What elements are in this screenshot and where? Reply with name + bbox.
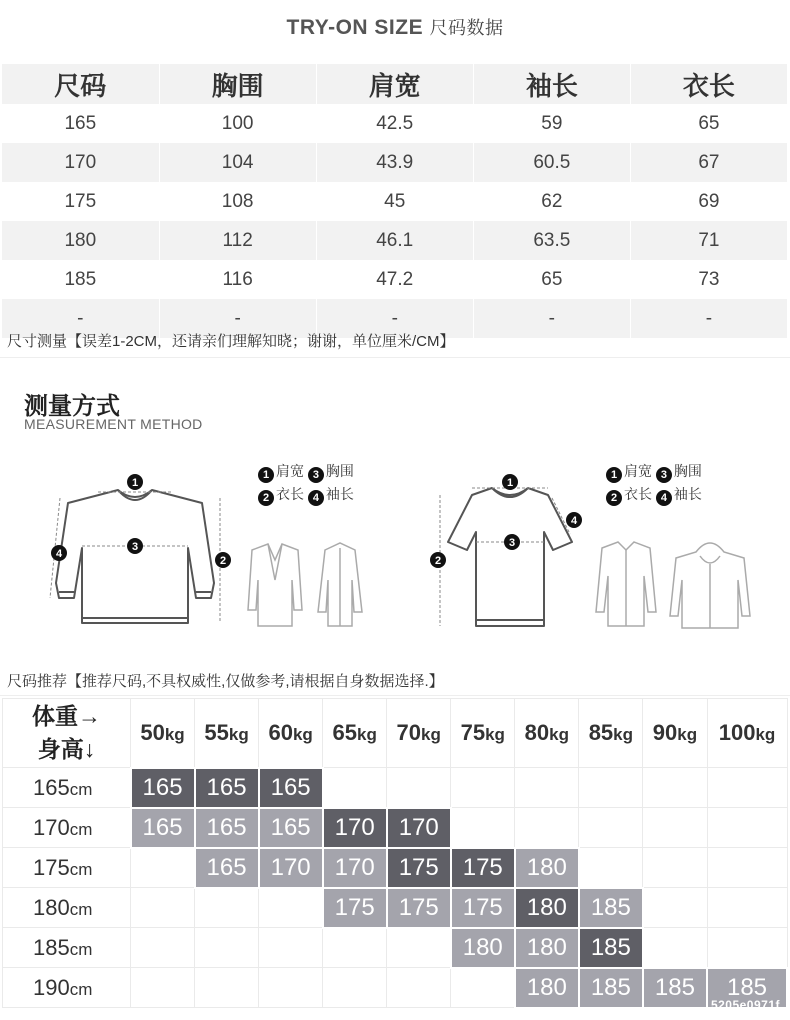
table-cell: 59 bbox=[473, 104, 630, 143]
table-cell: 69 bbox=[630, 182, 787, 221]
size-cell: 175 bbox=[387, 848, 451, 888]
col-header: 尺码 bbox=[2, 64, 159, 104]
weight-value: 70 bbox=[396, 720, 422, 745]
weight-unit: kg bbox=[613, 725, 634, 744]
size-cell bbox=[451, 808, 515, 848]
table-row bbox=[2, 221, 788, 260]
table-row bbox=[3, 968, 788, 1008]
size-cell bbox=[323, 928, 387, 968]
weight-unit: kg bbox=[755, 725, 776, 744]
size-cell: 185 bbox=[579, 888, 643, 928]
size-cell bbox=[323, 768, 387, 808]
size-cell bbox=[259, 968, 323, 1008]
height-value: 170 bbox=[33, 814, 70, 840]
table-row bbox=[2, 260, 788, 299]
svg-text:2: 2 bbox=[434, 555, 442, 567]
size-cell: 175 bbox=[451, 888, 515, 928]
weight-unit: kg bbox=[421, 725, 441, 744]
table-cell: 65 bbox=[473, 260, 630, 299]
table-cell: 73 bbox=[630, 260, 787, 299]
size-cell bbox=[195, 928, 259, 968]
size-cell bbox=[387, 768, 451, 808]
size-cell: 180 bbox=[515, 928, 579, 968]
height-header bbox=[3, 928, 131, 968]
table-cell: 42.5 bbox=[316, 104, 473, 143]
shirt-hoodie-sketch bbox=[588, 536, 758, 632]
page-title bbox=[0, 14, 790, 40]
size-cell bbox=[643, 888, 707, 928]
table-cell: 104 bbox=[159, 143, 316, 182]
size-cell: 165 bbox=[195, 848, 259, 888]
measure-note: 尺寸测量【误差1-2CM，还请亲们理解知晓；谢谢，单位厘米/CM】 bbox=[7, 333, 455, 350]
size-cell: 180 bbox=[451, 928, 515, 968]
size-cell: 165 bbox=[259, 808, 323, 848]
size-cell bbox=[643, 808, 707, 848]
size-cell: 180 bbox=[515, 888, 579, 928]
col-header: 胸围 bbox=[159, 64, 316, 104]
height-header bbox=[3, 848, 131, 888]
weight-value: 55 bbox=[204, 719, 229, 745]
legend-label: 胸围 bbox=[325, 463, 354, 479]
size-cell bbox=[131, 848, 195, 888]
weight-header bbox=[579, 699, 643, 768]
table-cell: 108 bbox=[159, 182, 316, 221]
table-row bbox=[2, 143, 788, 182]
weight-value: 85 bbox=[588, 720, 614, 745]
size-table-header bbox=[2, 64, 788, 104]
table-row bbox=[3, 848, 788, 888]
legend-num: 2 bbox=[258, 490, 274, 506]
weight-value: 80 bbox=[524, 720, 550, 745]
method-subtitle: MEASUREMENT METHOD bbox=[24, 416, 203, 432]
size-cell bbox=[579, 768, 643, 808]
table-cell: 60.5 bbox=[473, 143, 630, 182]
table-row bbox=[3, 928, 788, 968]
size-cell bbox=[643, 848, 707, 888]
size-cell: 165 bbox=[131, 808, 195, 848]
table-cell: 170 bbox=[2, 143, 159, 182]
size-cell: 185 bbox=[707, 968, 787, 1008]
size-cell bbox=[131, 888, 195, 928]
height-value: 190 bbox=[33, 974, 70, 1000]
table-cell: 43.9 bbox=[316, 143, 473, 182]
size-cell bbox=[195, 968, 259, 1008]
table-cell: - bbox=[2, 299, 159, 338]
col-header: 袖长 bbox=[473, 64, 630, 104]
table-row bbox=[2, 104, 788, 143]
recommend-table bbox=[2, 698, 788, 1009]
legend-num: 1 bbox=[258, 467, 274, 483]
corner-cell bbox=[3, 699, 131, 768]
weight-value: 100 bbox=[718, 720, 756, 745]
legend-label: 肩宽 bbox=[276, 463, 304, 479]
legend-label: 胸围 bbox=[673, 463, 702, 479]
legend-num: 4 bbox=[308, 490, 324, 506]
size-cell: 180 bbox=[515, 848, 579, 888]
weight-unit: kg bbox=[485, 725, 505, 744]
height-unit: cm bbox=[69, 939, 93, 959]
weight-header bbox=[643, 699, 707, 768]
size-cell bbox=[515, 768, 579, 808]
weight-header bbox=[195, 699, 259, 768]
height-header bbox=[3, 888, 131, 928]
legend-label: 袖长 bbox=[673, 486, 702, 502]
table-row bbox=[3, 808, 788, 848]
weight-header bbox=[451, 699, 515, 768]
size-cell bbox=[131, 928, 195, 968]
height-unit: cm bbox=[69, 819, 93, 839]
legend-num: 3 bbox=[308, 467, 324, 483]
size-cell: 185 bbox=[579, 928, 643, 968]
title-en: TRY-ON SIZE bbox=[286, 16, 424, 39]
table-cell: - bbox=[316, 299, 473, 338]
recommend-note: 尺码推荐【推荐尺码,不具权威性,仅做参考,请根据自身数据选择.】 bbox=[7, 673, 444, 690]
table-cell: 180 bbox=[2, 221, 159, 260]
size-cell: 170 bbox=[323, 848, 387, 888]
legend-label: 衣长 bbox=[624, 486, 652, 502]
divider bbox=[0, 357, 790, 358]
table-cell: 165 bbox=[2, 104, 159, 143]
size-cell bbox=[323, 968, 387, 1008]
size-cell: 185 bbox=[643, 968, 707, 1008]
legend-label: 袖长 bbox=[325, 486, 354, 502]
height-value: 185 bbox=[33, 934, 70, 960]
size-cell: 175 bbox=[387, 888, 451, 928]
size-cell bbox=[259, 928, 323, 968]
svg-text:4: 4 bbox=[55, 548, 63, 560]
table-cell: 45 bbox=[316, 182, 473, 221]
table-cell: 116 bbox=[159, 260, 316, 299]
title-cn: 尺码数据 bbox=[429, 18, 504, 38]
size-cell: 165 bbox=[131, 768, 195, 808]
height-header bbox=[3, 808, 131, 848]
size-cell bbox=[707, 928, 787, 968]
height-value: 180 bbox=[33, 894, 70, 920]
weight-value: 60 bbox=[268, 719, 293, 745]
weight-header bbox=[259, 699, 323, 768]
svg-text:1: 1 bbox=[131, 477, 139, 489]
size-cell: 185 bbox=[579, 968, 643, 1008]
height-header bbox=[3, 768, 131, 808]
size-cell bbox=[131, 968, 195, 1008]
table-row bbox=[3, 768, 788, 808]
legend-left bbox=[258, 460, 354, 506]
watermark: 5205e0971f bbox=[710, 998, 780, 1012]
legend-right bbox=[606, 460, 702, 506]
weight-unit: kg bbox=[292, 724, 313, 744]
size-cell bbox=[579, 808, 643, 848]
size-cell bbox=[387, 968, 451, 1008]
size-cell: 165 bbox=[195, 808, 259, 848]
table-cell: 185 bbox=[2, 260, 159, 299]
tshirt-diagram bbox=[422, 468, 592, 633]
weight-header bbox=[323, 699, 387, 768]
height-unit: cm bbox=[69, 899, 93, 919]
size-cell bbox=[451, 768, 515, 808]
height-value: 175 bbox=[33, 854, 70, 880]
col-header: 衣长 bbox=[630, 64, 787, 104]
method-title: 测量方式 bbox=[24, 393, 120, 420]
blazer-jacket-sketch bbox=[240, 540, 385, 632]
size-cell: 170 bbox=[387, 808, 451, 848]
table-cell: 71 bbox=[630, 221, 787, 260]
svg-text:3: 3 bbox=[508, 537, 516, 549]
size-cell bbox=[643, 768, 707, 808]
recommend-header bbox=[3, 699, 788, 768]
size-cell bbox=[515, 808, 579, 848]
table-cell: 112 bbox=[159, 221, 316, 260]
size-cell bbox=[707, 888, 787, 928]
weight-value: 50 bbox=[140, 719, 165, 745]
size-cell bbox=[707, 768, 787, 808]
height-unit: cm bbox=[69, 779, 93, 799]
svg-text:3: 3 bbox=[131, 541, 139, 553]
table-cell: - bbox=[159, 299, 316, 338]
size-cell bbox=[579, 848, 643, 888]
size-cell bbox=[259, 888, 323, 928]
weight-value: 75 bbox=[460, 720, 486, 745]
table-cell: 100 bbox=[159, 104, 316, 143]
weight-header bbox=[131, 699, 195, 768]
size-cell bbox=[707, 808, 787, 848]
table-cell: - bbox=[630, 299, 787, 338]
weight-header bbox=[515, 699, 579, 768]
size-cell: 170 bbox=[259, 848, 323, 888]
height-axis-label: 身高↓ bbox=[37, 736, 96, 762]
size-cell bbox=[195, 888, 259, 928]
weight-header bbox=[387, 699, 451, 768]
sweater-diagram bbox=[38, 468, 243, 633]
table-cell: 67 bbox=[630, 143, 787, 182]
weight-value: 90 bbox=[652, 720, 678, 745]
size-cell: 175 bbox=[323, 888, 387, 928]
legend-num: 3 bbox=[656, 467, 672, 483]
weight-axis-label: 体重→ bbox=[32, 703, 101, 729]
weight-header bbox=[707, 699, 787, 768]
legend-num: 4 bbox=[656, 490, 672, 506]
size-cell: 175 bbox=[451, 848, 515, 888]
table-cell: 46.1 bbox=[316, 221, 473, 260]
svg-text:1: 1 bbox=[506, 477, 514, 489]
divider bbox=[0, 695, 790, 696]
table-cell: 63.5 bbox=[473, 221, 630, 260]
legend-label: 肩宽 bbox=[624, 463, 652, 479]
size-cell bbox=[451, 968, 515, 1008]
size-table bbox=[2, 64, 788, 338]
weight-value: 65 bbox=[332, 720, 357, 745]
weight-unit: kg bbox=[164, 724, 185, 744]
legend-num: 1 bbox=[606, 467, 622, 483]
height-header bbox=[3, 968, 131, 1008]
size-cell: 165 bbox=[195, 768, 259, 808]
weight-unit: kg bbox=[356, 725, 377, 744]
col-header: 肩宽 bbox=[316, 64, 473, 104]
table-row bbox=[3, 888, 788, 928]
weight-unit: kg bbox=[228, 724, 249, 744]
table-cell: - bbox=[473, 299, 630, 338]
size-cell: 180 bbox=[515, 968, 579, 1008]
table-cell: 62 bbox=[473, 182, 630, 221]
svg-text:2: 2 bbox=[219, 555, 227, 567]
height-unit: cm bbox=[69, 859, 93, 879]
size-cell bbox=[643, 928, 707, 968]
size-cell bbox=[387, 928, 451, 968]
table-row bbox=[2, 182, 788, 221]
svg-text:4: 4 bbox=[570, 515, 578, 527]
table-cell: 47.2 bbox=[316, 260, 473, 299]
size-cell: 170 bbox=[323, 808, 387, 848]
table-cell: 175 bbox=[2, 182, 159, 221]
size-cell bbox=[707, 848, 787, 888]
legend-label: 衣长 bbox=[276, 486, 304, 502]
weight-unit: kg bbox=[549, 725, 569, 744]
size-cell: 165 bbox=[259, 768, 323, 808]
legend-num: 2 bbox=[606, 490, 622, 506]
weight-unit: kg bbox=[677, 725, 698, 744]
height-unit: cm bbox=[69, 979, 93, 999]
height-value: 165 bbox=[33, 774, 70, 800]
table-cell: 65 bbox=[630, 104, 787, 143]
